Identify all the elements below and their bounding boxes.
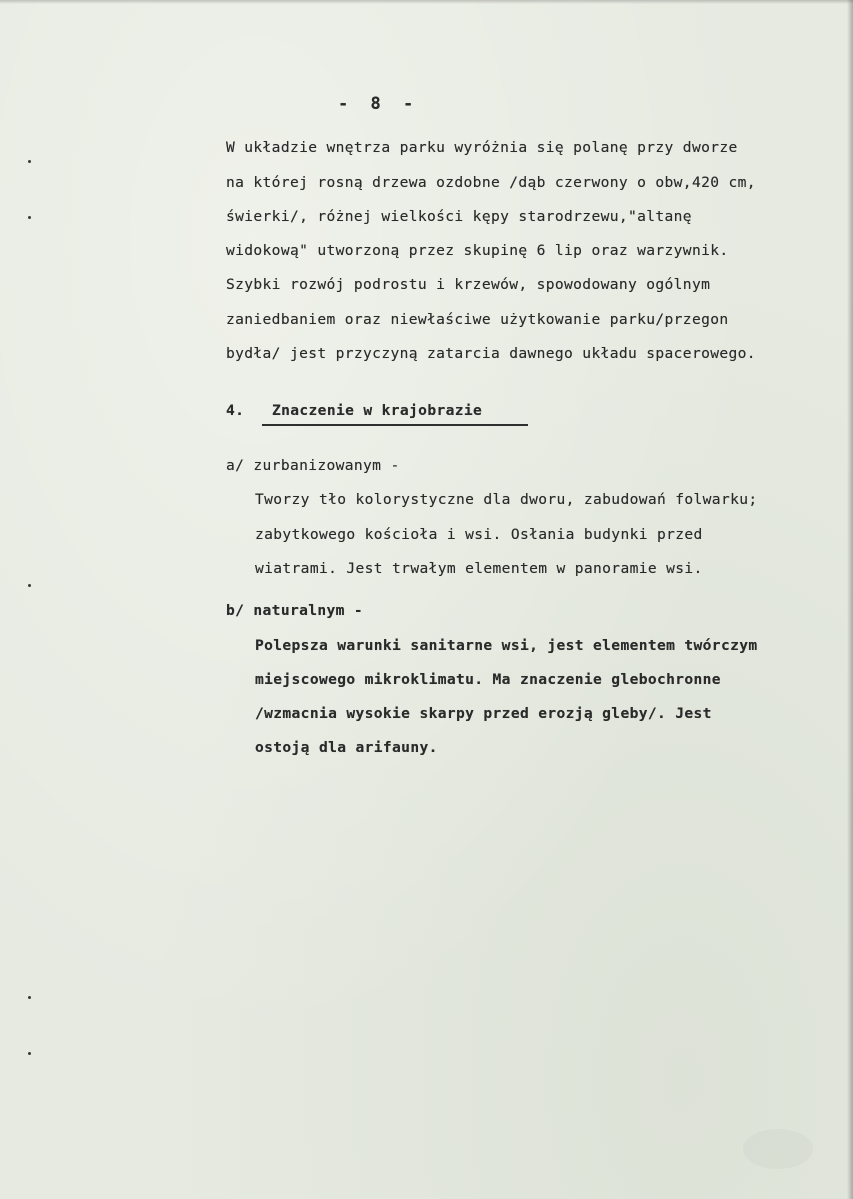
section-number: 4. bbox=[226, 402, 245, 419]
page-edge-right bbox=[847, 0, 853, 1199]
item-a-label: a/ zurbanizowanym - bbox=[226, 457, 400, 474]
binding-hole-mark bbox=[28, 996, 31, 999]
section-title-underline bbox=[262, 424, 528, 426]
paragraph-line: zaniedbaniem oraz niewłaściwe użytkowanie parku/przegon bbox=[226, 311, 729, 328]
item-b-line: ostoją dla arifauny. bbox=[255, 739, 438, 756]
page-number: - 8 - bbox=[338, 94, 420, 114]
item-a-line: wiatrami. Jest trwałym elementem w panoramie wsi. bbox=[255, 560, 703, 577]
paragraph-line: na której rosną drzewa ozdobne /dąb czerwony o obw,420 cm, bbox=[226, 174, 756, 191]
page-edge-top bbox=[0, 0, 853, 4]
paragraph-line: W układzie wnętrza parku wyróżnia się polanę przy dworze bbox=[226, 139, 738, 156]
paragraph-line: Szybki rozwój podrostu i krzewów, spowodowany ogólnym bbox=[226, 276, 711, 293]
item-b-line: /wzmacnia wysokie skarpy przed erozją gleby/. Jest bbox=[255, 705, 712, 722]
item-a-line: zabytkowego kościoła i wsi. Osłania budynki przed bbox=[255, 526, 703, 543]
item-a-line: Tworzy tło kolorystyczne dla dworu, zabudowań folwarku; bbox=[255, 491, 758, 508]
binding-hole-mark bbox=[28, 160, 31, 163]
section-title: Znaczenie w krajobrazie bbox=[272, 402, 483, 419]
item-b-line: miejscowego mikroklimatu. Ma znaczenie glebochronne bbox=[255, 671, 721, 688]
paragraph-line: widokową" utworzoną przez skupinę 6 lip oraz warzywnik. bbox=[226, 242, 729, 259]
item-b-label: b/ naturalnym - bbox=[226, 602, 364, 619]
binding-hole-mark bbox=[28, 584, 31, 587]
binding-hole-mark bbox=[28, 216, 31, 219]
paragraph-line: świerki/, różnej wielkości kępy starodrzewu,"altanę bbox=[226, 208, 692, 225]
binding-hole-mark bbox=[28, 1052, 31, 1055]
paper-stain bbox=[743, 1129, 813, 1169]
item-b-line: Polepsza warunki sanitarne wsi, jest elementem twórczym bbox=[255, 637, 758, 654]
paragraph-line: bydła/ jest przyczyną zatarcia dawnego układu spacerowego. bbox=[226, 345, 756, 362]
